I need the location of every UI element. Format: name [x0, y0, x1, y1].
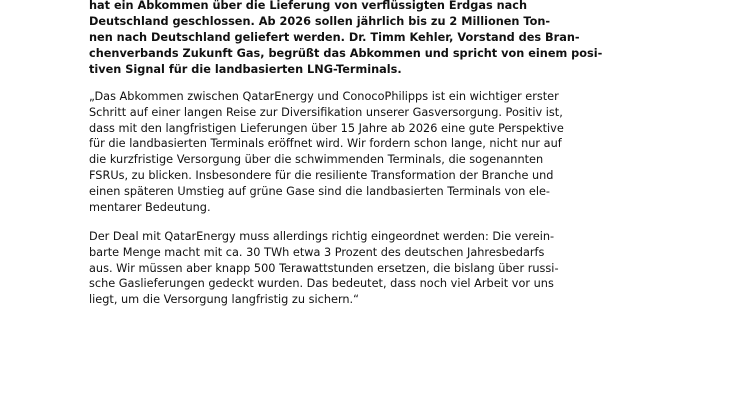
lead-line: nen nach Deutschland geliefert werden. Dr. Timm Kehler, Vorstand des Bran-	[89, 30, 580, 44]
lead-line: tiven Signal für die landbasierten LNG-Terminals.	[89, 62, 402, 76]
quote-line: mentarer Bedeutung.	[89, 200, 211, 214]
quote-paragraph-1	[89, 89, 569, 215]
quote-line: Der Deal mit QatarEnergy muss allerdings richtig eingeordnet werden: Die verein-	[89, 230, 555, 243]
lead-paragraph	[89, 0, 603, 78]
lead-line: hat ein Abkommen über die Lieferung von verflüssigten Erdgas nach	[89, 0, 528, 12]
quote-line: Schritt auf einer langen Reise zur Diversifikation unserer Gasversorgung. Positiv ist,	[89, 105, 563, 119]
quote-line: für die landbasierten Terminals eröffnet wird. Wir fordern schon lange, nicht nur auf	[89, 137, 562, 151]
quote-line: sche Gaslieferungen gedeckt wurden. Das bedeutet, dass noch viel Arbeit vor uns	[89, 277, 554, 291]
quote-line: einen späteren Umstieg auf grüne Gase sind die landbasierten Terminals von ele-	[89, 184, 550, 198]
quote-line: liegt, um die Versorgung langfristig zu sichern.“	[89, 293, 359, 307]
quote-line: aus. Wir müssen aber knapp 500 Terawattstunden ersetzen, die bislang über russi-	[89, 261, 559, 275]
quote-line: die kurzfristige Versorgung über die schwimmenden Terminals, die sogenannten	[89, 153, 544, 167]
quote-line: FSRUs, zu blicken. Insbesondere für die resiliente Transformation der Branche und	[89, 168, 554, 182]
quote-line: „Das Abkommen zwischen QatarEnergy und ConocoPhilipps ist ein wichtiger erster	[89, 90, 559, 103]
lead-line: Deutschland geschlossen. Ab 2026 sollen jährlich bis zu 2 Millionen Ton-	[89, 14, 551, 28]
lead-line: chenverbands Zukunft Gas, begrüßt das Abkommen und spricht von einem posi-	[89, 46, 603, 60]
quote-line: barte Menge macht mit ca. 30 TWh etwa 3 Prozent des deutschen Jahresbedarfs	[89, 245, 545, 259]
quote-line: dass mit den langfristigen Lieferungen über 15 Jahre ab 2026 eine gute Perspektive	[89, 121, 564, 135]
quote-paragraph-2	[89, 229, 569, 308]
